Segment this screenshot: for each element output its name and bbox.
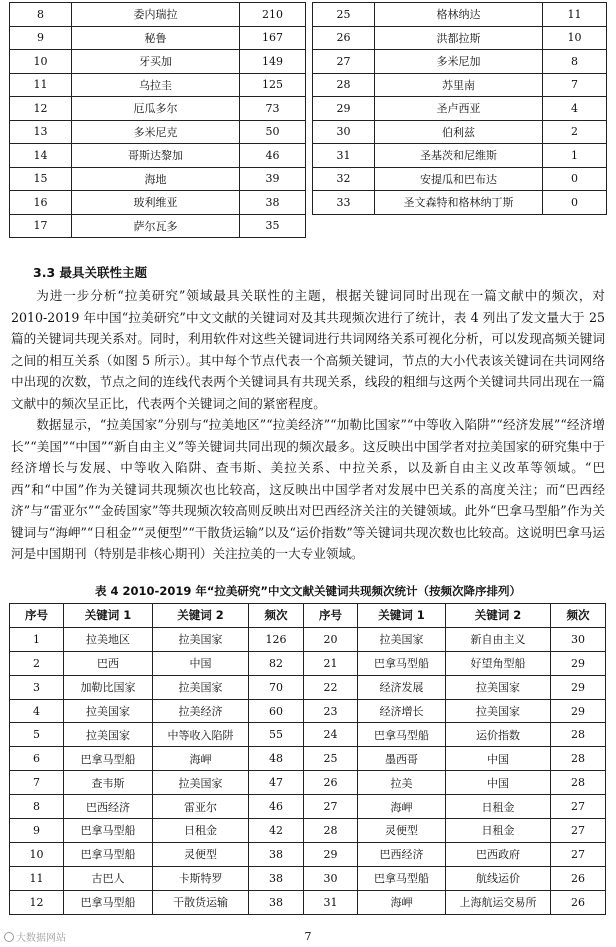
table-cell: 灵便型 [153, 842, 249, 866]
table-cell: 8 [543, 50, 607, 74]
table-cell: 8 [10, 795, 64, 819]
watermark [4, 929, 66, 944]
table-cell: 11 [10, 866, 64, 890]
table-row [10, 120, 306, 144]
table-cell: 38 [240, 191, 306, 215]
table-cell: 圣基茨和尼维斯 [375, 144, 543, 168]
table-cell: 巴拿马型船 [64, 842, 153, 866]
table-cell: 8 [10, 3, 72, 27]
table-cell: 多米尼克 [72, 120, 240, 144]
table-cell: 中国 [446, 771, 551, 795]
table-cell: 7 [10, 771, 64, 795]
table-row [313, 3, 607, 27]
table-cell: 3 [10, 675, 64, 699]
table-cell: 39 [240, 167, 306, 191]
table-row [10, 191, 306, 215]
table-cell: 47 [249, 771, 304, 795]
table-cell: 26 [313, 26, 375, 50]
table-cell: 29 [551, 699, 606, 723]
table-cell: 24 [304, 723, 358, 747]
table-cell: 11 [10, 73, 72, 97]
table-cell: 巴拿马型船 [358, 651, 446, 675]
table-cell: 日租金 [153, 819, 249, 843]
table-cell: 拉美国家 [64, 699, 153, 723]
table-cell: 35 [240, 214, 306, 238]
table-cell: 格林纳达 [375, 3, 543, 27]
table-cell: 22 [304, 675, 358, 699]
table-cell: 26 [304, 771, 358, 795]
table-cell: 149 [240, 50, 306, 74]
table-cell: 28 [313, 73, 375, 97]
table-cell: 11 [543, 3, 607, 27]
country-frequency-table-left [9, 2, 306, 238]
table-cell: 委内瑞拉 [72, 3, 240, 27]
table-cell: 125 [240, 73, 306, 97]
table-cell: 安提瓜和巴布达 [375, 167, 543, 191]
table-cell: 牙买加 [72, 50, 240, 74]
table-cell: 15 [10, 167, 72, 191]
table-cell: 82 [249, 651, 304, 675]
table-cell: 25 [313, 3, 375, 27]
table-cell: 46 [249, 795, 304, 819]
table-cell: 33 [313, 191, 375, 215]
table-cell: 拉美国家 [153, 771, 249, 795]
table-row [10, 699, 606, 723]
table-cell: 210 [240, 3, 306, 27]
table-cell: 0 [543, 191, 607, 215]
table-cell: 好望角型船 [446, 651, 551, 675]
table-cell: 拉美国家 [358, 627, 446, 651]
table-body [313, 3, 607, 215]
table-cell: 秘鲁 [72, 26, 240, 50]
table-cell: 0 [543, 167, 607, 191]
table-cell: 中国 [153, 651, 249, 675]
table-row [10, 771, 606, 795]
table-cell: 圣文森特和格林纳丁斯 [375, 191, 543, 215]
table-cell: 9 [10, 819, 64, 843]
table-cell: 27 [551, 842, 606, 866]
table-cell: 30 [304, 866, 358, 890]
table-cell: 17 [10, 214, 72, 238]
table-cell: 巴西经济 [64, 795, 153, 819]
table-row [313, 50, 607, 74]
table-cell: 拉美国家 [446, 675, 551, 699]
table-cell: 玻利维亚 [72, 191, 240, 215]
table-row [10, 723, 606, 747]
table-cell: 21 [304, 651, 358, 675]
table-cell: 30 [313, 120, 375, 144]
table-cell: 28 [551, 771, 606, 795]
table-cell: 运价指数 [446, 723, 551, 747]
table-cell: 圣卢西亚 [375, 97, 543, 121]
table-cell: 38 [249, 890, 304, 914]
table-cell: 洪都拉斯 [375, 26, 543, 50]
table-cell: 乌拉圭 [72, 73, 240, 97]
table-cell: 42 [249, 819, 304, 843]
table-cell: 拉美国家 [64, 723, 153, 747]
table-cell: 干散货运输 [153, 890, 249, 914]
table-cell: 73 [240, 97, 306, 121]
table-cell: 巴西政府 [446, 842, 551, 866]
table-cell: 上海航运交易所 [446, 890, 551, 914]
table-cell: 16 [10, 191, 72, 215]
table-cell: 29 [551, 651, 606, 675]
table-cell: 萨尔瓦多 [72, 214, 240, 238]
paragraph: 为进一步分析“拉美研究”领域最具关联性的主题，根据关键词同时出现在一篇文献中的频次，对 2010-2019 年中国“拉美研究”中文文献的关键词对及其共现频次进行了统计，表 4 列出了发文量大于 25 篇的关键词共现关系对。同时，利用软件对这些关键词进行共词网络关系可视化分析，可以发现高频关键词之间的相互关系（如图 5 所示）。其中每个节点代表一个高频关键词，节点的大小代表该关键词在共词网络中出现的次数，节点之间的连线代表两个关键词具有共现关系，线段的粗细与这两个关键词共同出现在一篇文献中的频次呈正比，代表两个关键词之间的紧密程度。 [11, 288, 605, 411]
table-cell: 哥斯达黎加 [72, 144, 240, 168]
table-cell: 32 [313, 167, 375, 191]
table-row [10, 651, 606, 675]
table-cell: 28 [304, 819, 358, 843]
page-number: 7 [304, 930, 312, 943]
table-cell: 拉美国家 [153, 675, 249, 699]
col-header-keyword1: 关键词 1 [64, 604, 153, 628]
table-cell: 26 [551, 890, 606, 914]
table-row [10, 890, 606, 914]
table-cell: 古巴人 [64, 866, 153, 890]
col-header-keyword1: 关键词 1 [358, 604, 446, 628]
table-cell: 经济增长 [358, 699, 446, 723]
table-cell: 31 [304, 890, 358, 914]
keyword-cooccurrence-table [9, 603, 606, 915]
table-cell: 巴拿马型船 [64, 819, 153, 843]
table-cell: 9 [10, 26, 72, 50]
table-cell: 新自由主义 [446, 627, 551, 651]
table-row [10, 50, 306, 74]
table-cell: 5 [10, 723, 64, 747]
col-header-index: 序号 [10, 604, 64, 628]
table-cell: 卡斯特罗 [153, 866, 249, 890]
table-cell: 1 [10, 627, 64, 651]
table-cell: 日租金 [446, 795, 551, 819]
col-header-keyword2: 关键词 2 [446, 604, 551, 628]
table-cell: 拉美经济 [153, 699, 249, 723]
table-row [313, 73, 607, 97]
table-cell: 查韦斯 [64, 771, 153, 795]
table-cell: 167 [240, 26, 306, 50]
table-cell: 28 [551, 747, 606, 771]
col-header-index: 序号 [304, 604, 358, 628]
table-cell: 日租金 [446, 819, 551, 843]
table-cell: 27 [551, 819, 606, 843]
table-row [10, 675, 606, 699]
table-row [10, 73, 306, 97]
table-cell: 巴拿马型船 [64, 890, 153, 914]
table-cell: 29 [551, 675, 606, 699]
table-cell: 海地 [72, 167, 240, 191]
table-row [313, 191, 607, 215]
col-header-frequency: 频次 [551, 604, 606, 628]
table-cell: 46 [240, 144, 306, 168]
table-cell: 10 [10, 50, 72, 74]
table-cell: 拉美地区 [64, 627, 153, 651]
col-header-keyword2: 关键词 2 [153, 604, 249, 628]
table-cell: 126 [249, 627, 304, 651]
table-cell: 10 [10, 842, 64, 866]
table-cell: 20 [304, 627, 358, 651]
table-cell: 苏里南 [375, 73, 543, 97]
table-cell: 12 [10, 97, 72, 121]
table-cell: 伯利兹 [375, 120, 543, 144]
watermark-logo-icon [4, 932, 14, 942]
table-cell: 38 [249, 842, 304, 866]
table-cell: 6 [10, 747, 64, 771]
body-text [11, 285, 605, 565]
table-row [10, 866, 606, 890]
table-cell: 7 [543, 73, 607, 97]
table-row [313, 97, 607, 121]
table-cell: 13 [10, 120, 72, 144]
table-row [313, 120, 607, 144]
table-cell: 14 [10, 144, 72, 168]
table-cell: 巴拿马型船 [64, 747, 153, 771]
table-cell: 30 [551, 627, 606, 651]
table-row [10, 3, 306, 27]
table-row [10, 144, 306, 168]
table-caption: 表 4 2010-2019 年“拉美研究”中文文献关键词共现频次统计（按频次降序排列） [95, 584, 521, 598]
table-cell: 2 [543, 120, 607, 144]
table-cell: 海岬 [358, 890, 446, 914]
table-row [10, 747, 606, 771]
paragraph: 数据显示，“拉美国家”分别与“拉美地区”“拉美经济”“加勒比国家”“中等收入陷阱”“经济发展”“经济增长”“美国”“中国”“新自由主义”等关键词共同出现的频次最多。这反映出中国学者对拉美国家的研究集中于经济增长与发展、中等收入陷阱、查韦斯、美拉关系、中拉关系，以及新自由主义改革等领域。“巴西”和“中国”作为关键词共现频次也比较高，这反映出中国学者对发展中巴关系的高度关注；而“巴西经济”与“雷亚尔”“金砖国家”等共现频次较高则反映出对巴西经济关注的关键领域。此外“巴拿马型船”作为关键词与“海岬”“日租金”“灵便型”“干散货运输”以及“运价指数”等关键词共现次数也比较高。这说明巴拿马运河是中国期刊（特别是非核心期刊）关注拉美的一大专业领域。 [11, 417, 605, 561]
table-cell: 55 [249, 723, 304, 747]
table-header [10, 604, 606, 628]
table-cell: 经济发展 [358, 675, 446, 699]
table-cell: 加勒比国家 [64, 675, 153, 699]
table-row [10, 627, 606, 651]
table-cell: 厄瓜多尔 [72, 97, 240, 121]
col-header-frequency: 频次 [249, 604, 304, 628]
table-row [10, 26, 306, 50]
table-row [10, 167, 306, 191]
table-cell: 多米尼加 [375, 50, 543, 74]
table-cell: 28 [551, 723, 606, 747]
country-frequency-table-right [312, 2, 607, 215]
table-cell: 拉美 [358, 771, 446, 795]
table-cell: 38 [249, 866, 304, 890]
table-cell: 50 [240, 120, 306, 144]
table-cell: 70 [249, 675, 304, 699]
table-body [10, 627, 606, 914]
table-cell: 10 [543, 26, 607, 50]
table-cell: 29 [304, 842, 358, 866]
table-cell: 1 [543, 144, 607, 168]
table-row [10, 97, 306, 121]
table-cell: 48 [249, 747, 304, 771]
table-cell: 29 [313, 97, 375, 121]
table-cell: 海岬 [358, 795, 446, 819]
table-row [10, 795, 606, 819]
table-cell: 中等收入陷阱 [153, 723, 249, 747]
table-cell: 巴拿马型船 [358, 723, 446, 747]
table-body [10, 3, 306, 238]
table-cell: 拉美国家 [153, 627, 249, 651]
table-cell: 巴拿马型船 [358, 866, 446, 890]
table-cell: 2 [10, 651, 64, 675]
table-cell: 12 [10, 890, 64, 914]
table-cell: 拉美国家 [446, 699, 551, 723]
table-row [313, 167, 607, 191]
table-cell: 巴西经济 [358, 842, 446, 866]
table-row [10, 819, 606, 843]
table-cell: 海岬 [153, 747, 249, 771]
table-cell: 中国 [446, 747, 551, 771]
table-cell: 巴西 [64, 651, 153, 675]
table-row [313, 26, 607, 50]
table-cell: 4 [10, 699, 64, 723]
table-cell: 灵便型 [358, 819, 446, 843]
section-title: 3.3 最具关联性主题 [33, 265, 147, 280]
table-cell: 墨西哥 [358, 747, 446, 771]
table-row [313, 144, 607, 168]
table-cell: 4 [543, 97, 607, 121]
watermark-text: 大数据网站 [16, 933, 66, 944]
table-row [10, 842, 606, 866]
table-row [10, 214, 306, 238]
table-cell: 25 [304, 747, 358, 771]
table-cell: 27 [313, 50, 375, 74]
table-cell: 27 [551, 795, 606, 819]
table-cell: 31 [313, 144, 375, 168]
table-cell: 26 [551, 866, 606, 890]
table-cell: 23 [304, 699, 358, 723]
table-cell: 27 [304, 795, 358, 819]
table-cell: 60 [249, 699, 304, 723]
table-cell: 航线运价 [446, 866, 551, 890]
table-cell: 雷亚尔 [153, 795, 249, 819]
